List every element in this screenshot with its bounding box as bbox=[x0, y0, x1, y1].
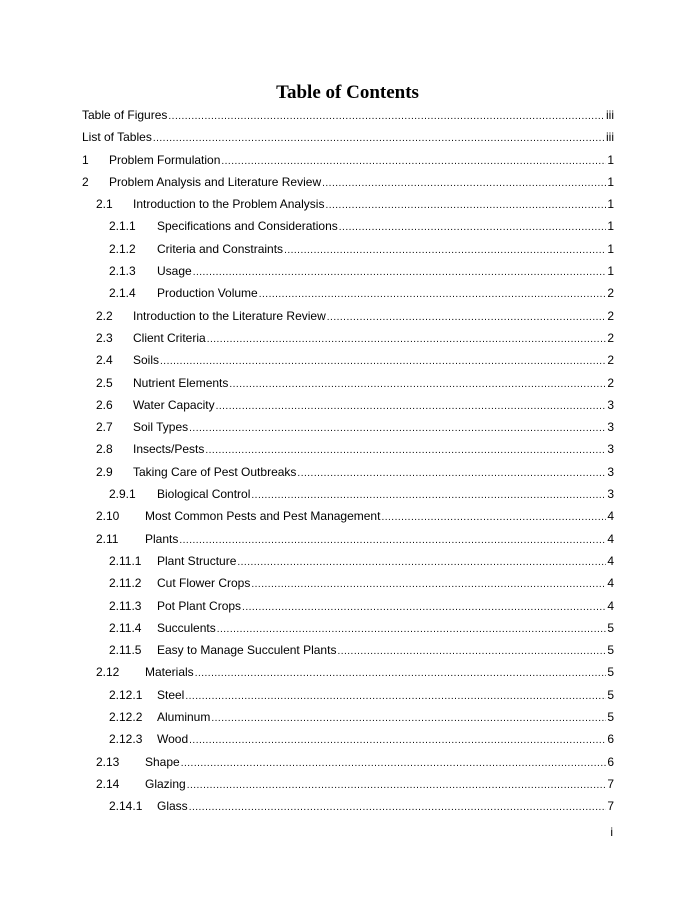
toc-list bbox=[82, 104, 614, 818]
toc-entry-text: Production Volume bbox=[157, 286, 258, 301]
toc-entry-text: Nutrient Elements bbox=[133, 375, 229, 390]
dot-leader bbox=[284, 240, 606, 262]
toc-entry[interactable] bbox=[82, 572, 614, 594]
toc-entry-page: 1 bbox=[607, 241, 614, 256]
toc-entry-page: 3 bbox=[607, 442, 614, 457]
toc-entry-page: 2 bbox=[607, 330, 614, 345]
toc-entry[interactable] bbox=[82, 706, 614, 728]
toc-entry[interactable] bbox=[82, 416, 614, 438]
dot-leader bbox=[381, 507, 606, 529]
toc-entry-page: 7 bbox=[607, 799, 614, 814]
toc-entry[interactable] bbox=[82, 104, 614, 126]
toc-entry-text: List of Tables bbox=[82, 130, 152, 145]
toc-entry[interactable] bbox=[82, 260, 614, 282]
toc-entry-page: 2 bbox=[607, 308, 614, 323]
dot-leader bbox=[193, 262, 607, 284]
toc-entry-text: Aluminum bbox=[157, 710, 211, 725]
toc-entry-number: 2.1.3 bbox=[109, 264, 136, 279]
toc-entry-page: 4 bbox=[607, 531, 614, 546]
toc-entry-page: 5 bbox=[607, 687, 614, 702]
dot-leader bbox=[251, 485, 606, 507]
toc-entry-number: 2.11 bbox=[96, 531, 119, 546]
toc-entry-number: 2.5 bbox=[96, 375, 113, 390]
toc-entry-number: 2.3 bbox=[96, 330, 113, 345]
toc-entry-number: 2.4 bbox=[96, 353, 113, 368]
toc-entry[interactable] bbox=[82, 795, 614, 817]
toc-entry-number: 2.11.5 bbox=[109, 643, 142, 658]
toc-entry-page: 1 bbox=[607, 219, 614, 234]
toc-entry-page: 1 bbox=[607, 197, 614, 212]
toc-entry-page: 1 bbox=[607, 152, 614, 167]
toc-entry-page: 5 bbox=[607, 620, 614, 635]
toc-entry[interactable] bbox=[82, 773, 614, 795]
toc-entry[interactable] bbox=[82, 550, 614, 572]
toc-entry-page: iii bbox=[606, 130, 614, 145]
toc-entry-page: 1 bbox=[607, 264, 614, 279]
dot-leader bbox=[242, 597, 606, 619]
toc-entry-number: 2.12.2 bbox=[109, 710, 143, 725]
toc-entry-page: 2 bbox=[607, 375, 614, 390]
toc-entry-number: 2.1 bbox=[96, 197, 113, 212]
toc-entry-number: 2.1.2 bbox=[109, 241, 136, 256]
dot-leader bbox=[211, 708, 606, 730]
toc-entry-number: 2.14.1 bbox=[109, 799, 143, 814]
toc-entry-page: 6 bbox=[607, 732, 614, 747]
toc-entry-number: 2.1.4 bbox=[109, 286, 136, 301]
toc-entry-text: Wood bbox=[157, 732, 189, 747]
toc-entry-text: Table of Figures bbox=[82, 108, 168, 122]
toc-entry-page: 3 bbox=[607, 397, 614, 412]
dot-leader bbox=[189, 418, 606, 440]
toc-entry-page: 3 bbox=[607, 420, 614, 435]
toc-entry-number: 2.9.1 bbox=[109, 487, 136, 502]
toc-entry-page: 1 bbox=[607, 174, 614, 189]
toc-entry[interactable] bbox=[82, 438, 614, 460]
toc-entry[interactable] bbox=[82, 349, 614, 371]
dot-leader bbox=[189, 797, 607, 819]
toc-entry-number: 2.7 bbox=[96, 420, 113, 435]
toc-entry[interactable] bbox=[82, 728, 614, 750]
toc-entry-number: 1 bbox=[82, 152, 89, 167]
dot-leader bbox=[195, 663, 607, 685]
dot-leader bbox=[325, 195, 606, 217]
toc-entry[interactable] bbox=[82, 639, 614, 661]
dot-leader bbox=[251, 574, 606, 596]
toc-entry-page: 5 bbox=[607, 643, 614, 658]
toc-entry-number: 2.13 bbox=[96, 754, 120, 769]
toc-entry-page: 4 bbox=[607, 576, 614, 591]
dot-leader bbox=[221, 151, 606, 173]
dot-leader bbox=[259, 284, 607, 306]
toc-entry-number: 2.12.1 bbox=[109, 687, 143, 702]
toc-entry[interactable] bbox=[82, 684, 614, 706]
toc-entry-text: Plants bbox=[145, 531, 179, 546]
dot-leader bbox=[189, 730, 606, 752]
toc-entry-number: 2.11.1 bbox=[109, 553, 142, 568]
page-title: Table of Contents bbox=[276, 82, 419, 103]
toc-entry-number: 2.12.3 bbox=[109, 732, 143, 747]
toc-entry-text: Soils bbox=[133, 353, 160, 368]
toc-entry-text: Most Common Pests and Pest Management bbox=[145, 509, 381, 524]
toc-entry[interactable] bbox=[82, 149, 614, 171]
dot-leader bbox=[185, 686, 606, 708]
dot-leader bbox=[179, 530, 606, 552]
toc-entry[interactable] bbox=[82, 372, 614, 394]
toc-entry[interactable] bbox=[82, 282, 614, 304]
toc-entry-text: Biological Control bbox=[157, 487, 251, 502]
toc-entry[interactable] bbox=[82, 238, 614, 260]
toc-entry-page: 6 bbox=[607, 754, 614, 769]
toc-entry-page: 3 bbox=[607, 487, 614, 502]
toc-entry-number: 2.1.1 bbox=[109, 219, 136, 234]
dot-leader bbox=[237, 552, 606, 574]
toc-entry-number: 2.2 bbox=[96, 308, 113, 323]
toc-entry-number: 2.10 bbox=[96, 509, 120, 524]
toc-entry-number: 2.11.3 bbox=[109, 598, 142, 613]
toc-entry[interactable] bbox=[82, 394, 614, 416]
toc-entry-text: Easy to Manage Succulent Plants bbox=[157, 643, 337, 658]
dot-leader bbox=[337, 641, 606, 663]
toc-entry-page: 4 bbox=[607, 509, 614, 524]
toc-entry-text: Soil Types bbox=[133, 420, 189, 435]
toc-entry-number: 2.11.4 bbox=[109, 620, 142, 635]
toc-entry-page: 5 bbox=[607, 710, 614, 725]
toc-entry[interactable] bbox=[82, 461, 614, 483]
toc-entry-text: Materials bbox=[145, 665, 194, 680]
toc-entry-text: Taking Care of Pest Outbreaks bbox=[133, 464, 297, 479]
toc-entry-text: Cut Flower Crops bbox=[157, 576, 251, 591]
toc-entry-number: 2.8 bbox=[96, 442, 113, 457]
toc-entry[interactable] bbox=[82, 751, 614, 773]
toc-entry[interactable] bbox=[82, 483, 614, 505]
toc-entry-text: Criteria and Constraints bbox=[157, 241, 284, 256]
toc-entry[interactable] bbox=[82, 595, 614, 617]
dot-leader bbox=[327, 307, 607, 329]
toc-entry-text: Insects/Pests bbox=[133, 442, 205, 457]
toc-entry-text: Client Criteria bbox=[133, 330, 206, 345]
toc-entry[interactable] bbox=[82, 215, 614, 237]
dot-leader bbox=[153, 128, 605, 150]
dot-leader bbox=[229, 374, 606, 396]
toc-entry-text: Usage bbox=[157, 264, 192, 279]
toc-entry[interactable] bbox=[82, 305, 614, 327]
toc-entry-text: Introduction to the Problem Analysis bbox=[133, 197, 325, 212]
toc-entry-number: 2.12 bbox=[96, 665, 120, 680]
toc-entry-text: Glazing bbox=[145, 776, 186, 791]
dot-leader bbox=[187, 775, 607, 797]
dot-leader bbox=[160, 351, 606, 373]
toc-entry-number: 2.14 bbox=[96, 776, 120, 791]
dot-leader bbox=[339, 217, 607, 239]
toc-entry-number: 2.6 bbox=[96, 397, 113, 412]
toc-entry-text: Water Capacity bbox=[133, 397, 215, 412]
toc-entry-text: Specifications and Considerations bbox=[157, 219, 338, 234]
toc-entry-page: 4 bbox=[607, 553, 614, 568]
dot-leader bbox=[297, 463, 606, 485]
toc-entry-page: 2 bbox=[607, 353, 614, 368]
toc-entry-text: Problem Analysis and Literature Review bbox=[109, 174, 322, 189]
toc-entry-page: 3 bbox=[607, 464, 614, 479]
page-number: i bbox=[610, 825, 613, 839]
toc-entry-text: Succulents bbox=[157, 620, 216, 635]
dot-leader bbox=[207, 329, 607, 351]
toc-entry-number: 2.9 bbox=[96, 464, 113, 479]
dot-leader bbox=[322, 173, 606, 195]
toc-entry-page: iii bbox=[606, 108, 614, 122]
dot-leader bbox=[216, 396, 607, 418]
toc-entry[interactable] bbox=[82, 505, 614, 527]
toc-entry-number: 2 bbox=[82, 174, 89, 189]
dot-leader bbox=[205, 440, 606, 462]
toc-entry-text: Pot Plant Crops bbox=[157, 598, 242, 613]
toc-entry-text: Problem Formulation bbox=[109, 152, 221, 167]
toc-entry[interactable] bbox=[82, 126, 614, 148]
dot-leader bbox=[181, 753, 607, 775]
toc-entry-text: Steel bbox=[157, 687, 185, 702]
toc-entry[interactable] bbox=[82, 171, 614, 193]
toc-entry-page: 2 bbox=[607, 286, 614, 301]
toc-entry-text: Glass bbox=[157, 799, 188, 814]
toc-entry-text: Introduction to the Literature Review bbox=[133, 308, 326, 323]
toc-entry[interactable] bbox=[82, 327, 614, 349]
toc-entry[interactable] bbox=[82, 617, 614, 639]
toc-entry-page: 4 bbox=[607, 598, 614, 613]
toc-entry[interactable] bbox=[82, 528, 614, 550]
toc-entry-text: Plant Structure bbox=[157, 553, 237, 568]
dot-leader bbox=[168, 106, 605, 128]
dot-leader bbox=[217, 619, 607, 641]
toc-entry-page: 5 bbox=[607, 665, 614, 680]
toc-entry-text: Shape bbox=[145, 754, 180, 769]
toc-entry[interactable] bbox=[82, 193, 614, 215]
toc-entry-number: 2.11.2 bbox=[109, 576, 142, 591]
toc-entry-page: 7 bbox=[607, 776, 614, 791]
toc-entry[interactable] bbox=[82, 661, 614, 683]
